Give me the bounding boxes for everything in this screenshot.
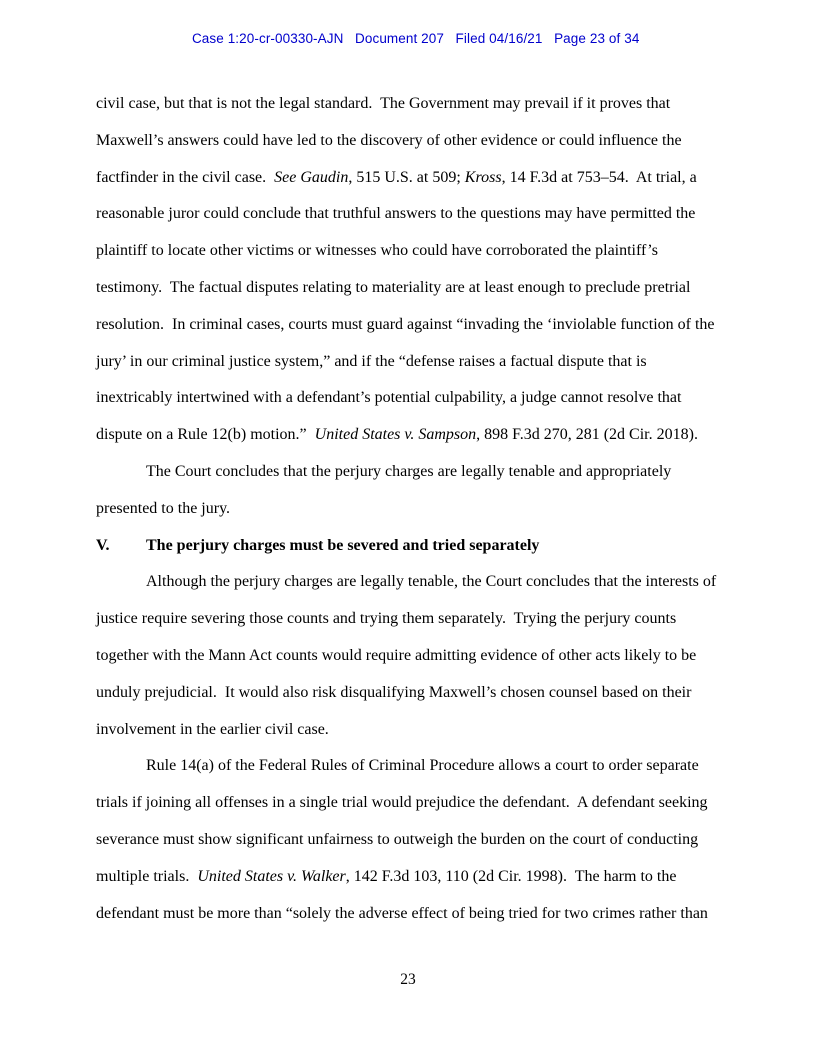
page-number: 23 — [400, 971, 416, 988]
paragraph — [96, 454, 720, 528]
case-citation: United States v. Walker — [197, 867, 346, 885]
case-citation: Kross — [464, 168, 502, 186]
page-footer — [0, 971, 816, 989]
text-run: Although the perjury charges are legally tenable, the Court concludes that the interests of justice require severing those counts and trying them separately. Trying the perjury counts together with the Mann Act counts would require admitting evidence of other acts likely to be unduly prejudicial. It would also risk disqualifying Maxwell’s chosen counsel based on their involvement in the earlier civil case. — [96, 573, 721, 738]
section-heading — [96, 528, 720, 565]
paragraph — [96, 86, 720, 454]
paragraph — [96, 748, 720, 932]
section-title: The perjury charges must be severed and tried separately — [146, 536, 540, 554]
document-body — [96, 86, 720, 932]
text-run: The Court concludes that the perjury charges are legally tenable and appropriately presented to the jury. — [96, 462, 676, 517]
text-run: , 515 U.S. at 509; — [348, 168, 465, 186]
text-run: , 14 F.3d at 753–54. At trial, a reasonable juror could conclude that truthful answers to the questions may have permitted the plaintiff to locate other victims or witnesses who could have corroborated the plaintiff’s testimony. The factual disputes relating to materiality are at least enough to preclude pretrial resolution. In criminal cases, courts must guard against “invading the ‘inviolable function of the jury’ in our criminal justice system,” and if the “defense raises a factual dispute that is inextricably intertwined with a defendant’s potential culpability, a judge cannot resolve that dispute on a Rule 12(b) motion.” — [96, 168, 719, 444]
paragraph — [96, 564, 720, 748]
case-citation: United States v. Sampson — [314, 426, 477, 444]
text-run: civil case, but that is not the legal standard. The Government may prevail if it proves that Maxwell’s answers could have led to the discovery of other evidence or could influence the factfinder in the civil case. — [96, 95, 686, 186]
text-run: , 898 F.3d 270, 281 (2d Cir. 2018). — [476, 426, 698, 444]
text-run: , 142 F.3d 103, 110 (2d Cir. 1998). The harm to the defendant must be more than “solely the adverse effect of being tried for two crimes rather than — [96, 867, 708, 922]
section-number: V. — [96, 536, 110, 554]
case-header-text: Case 1:20-cr-00330-AJN Document 207 Filed 04/16/21 Page 23 of 34 — [191, 31, 640, 46]
text-run: Rule 14(a) of the Federal Rules of Criminal Procedure allows a court to order separate trials if joining all offenses in a single trial would prejudice the defendant. A defendant seeking severance must show significant unfairness to outweigh the burden on the court of conducting multiple trials. — [96, 757, 712, 885]
case-citation: See Gaudin — [274, 168, 349, 186]
case-stamp-header — [0, 16, 816, 61]
